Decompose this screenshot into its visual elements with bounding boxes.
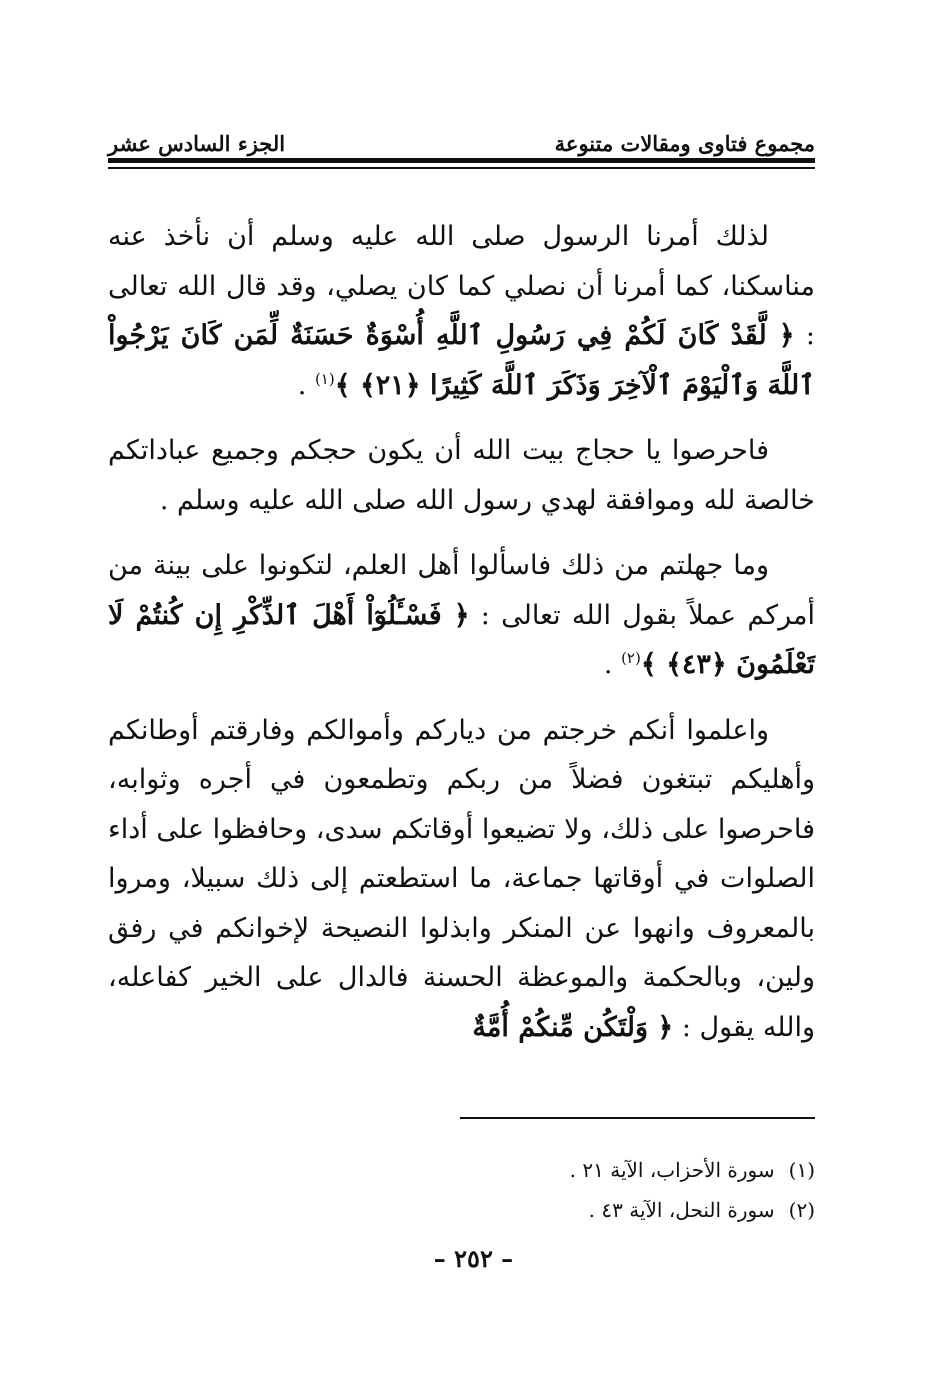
paragraph-3 bbox=[108, 541, 815, 690]
footnotes bbox=[300, 1150, 815, 1230]
paragraph-text: وما جهلتم من ذلك فاسألوا أهل العلم، لتكونوا على بينة من أمركم عملاً بقول الله تعالى : bbox=[108, 550, 816, 631]
footnote-ref: (٢) bbox=[621, 649, 641, 667]
body-text bbox=[108, 212, 815, 1068]
footnote-number: (٢) bbox=[788, 1198, 815, 1222]
footnote-separator bbox=[460, 1117, 815, 1119]
page-number: – ٢٥٢ – bbox=[433, 1244, 514, 1273]
quran-verse: ﴿ وَلْتَكُن مِّنكُمْ أُمَّةٌ bbox=[472, 1011, 674, 1043]
paragraph-end: . bbox=[297, 369, 315, 401]
paragraph-2 bbox=[108, 426, 815, 525]
paragraph-text: فاحرصوا يا حجاج بيت الله أن يكون حجكم وجميع عباداتكم خالصة لله وموافقة لهدي رسول الله صلى الله عليه وسلم . bbox=[108, 435, 815, 516]
volume-label: الجزء السادس عشر bbox=[108, 131, 286, 156]
footnote-ref: (١) bbox=[314, 369, 335, 388]
footnote-1 bbox=[300, 1150, 815, 1190]
paragraph-text: واعلموا أنكم خرجتم من دياركم وأموالكم وفارقتم أوطانكم وأهليكم تبتغون فضلاً من ربكم وتطمعون في أجره وثوابه، فاحرصوا على ذلك، ولا تضيعوا أوقاتكم سدى، وحافظوا على أداء الصلوات في أوقاتها جماعة، ما استطعتم إلى ذلك سبيلا، ومروا بالمعروف وانهوا عن المنكر وابذلوا النصيحة لإخوانكم في رفق ولين، وبالحكمة والموعظة الحسنة فالدال على الخير كفاعله، والله يقول : bbox=[108, 714, 815, 1043]
footnote-number: (١) bbox=[788, 1158, 815, 1182]
footnote-text: سورة الأحزاب، الآية ٢١ . bbox=[569, 1158, 775, 1182]
paragraph-1 bbox=[108, 212, 815, 410]
quran-verse: ﴿ فَسْـَٔلُوٓاْ أَهْلَ ٱلذِّكْرِ إِن كُنتُمْ لَا تَعْلَمُونَ ﴿٤٣﴾ ﴾ bbox=[108, 599, 815, 680]
footnote-2 bbox=[300, 1190, 815, 1230]
book-title: مجموع فتاوى ومقالات متنوعة bbox=[554, 131, 815, 156]
paragraph-4 bbox=[108, 706, 815, 1053]
header-rule-thin bbox=[108, 167, 815, 169]
footnote-text: سورة النحل، الآية ٤٣ . bbox=[588, 1198, 775, 1222]
paragraph-text: لذلك أمرنا الرسول صلى الله عليه وسلم أن نأخذ عنه مناسكنا، كما أمرنا أن نصلي كما كان يصلي، وقد قال الله تعالى : bbox=[108, 221, 815, 351]
paragraph-end: . bbox=[603, 649, 622, 680]
quran-verse: ﴿ لَّقَدْ كَانَ لَكُمْ فِي رَسُولِ ٱللَّهِ أُسْوَةٌ حَسَنَةٌ لِّمَن كَانَ يَرْجُواْ ٱللَّهَ وَٱلْيَوْمَ ٱلْآخِرَ وَذَكَرَ ٱللَّهَ كَثِيرًا ﴿٢١﴾ ﴾ bbox=[108, 320, 815, 401]
header-rule-thick bbox=[108, 158, 815, 163]
running-header bbox=[108, 120, 815, 156]
